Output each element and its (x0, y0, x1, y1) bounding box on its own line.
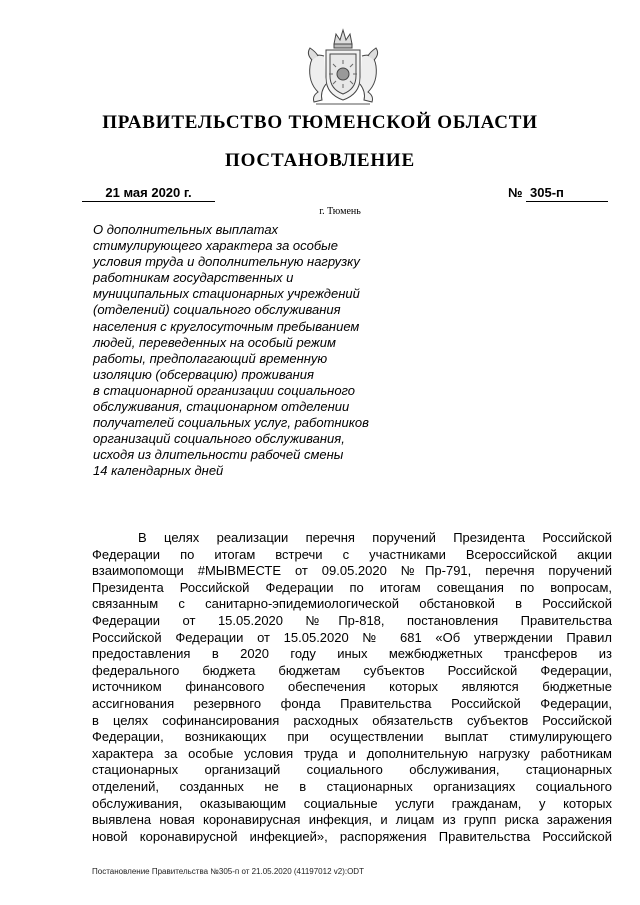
body-line: В целях реализации перечня поручений Президента Российской (138, 530, 612, 545)
subject-line: (отделений) социального обслуживания (93, 302, 341, 318)
subject-line: стимулирующего характера за особые (93, 238, 338, 254)
coat-of-arms-icon (298, 26, 388, 110)
subject-line: работы, предполагающий временную (93, 350, 328, 366)
body-line: Федерации, возникающих при осуществлении выплат стимулирующего (92, 729, 612, 745)
body-line: ассигнования резервного фонда Правительства Российской Федерации, (92, 695, 612, 711)
number-sign: № (508, 185, 523, 200)
body-line: Федерации по итогам встречи с участниками Всероссийской акции (92, 546, 612, 562)
body-line: обслуживания, оказывающим социальные услуги гражданам, у которых (92, 795, 612, 811)
document-date: 21 мая 2020 г. (82, 185, 215, 202)
subject-line: О дополнительных выплатах (93, 222, 279, 237)
body-line: источником финансового обеспечения которых являются бюджетные (92, 679, 612, 695)
body-line: характера за особые условия труда и дополнительную нагрузку работникам (92, 745, 612, 761)
body-line: отделений, созданных не в стационарных организациях социального (92, 778, 612, 794)
subject-line: населения с круглосуточным пребыванием (93, 318, 360, 334)
city-label: г. Тюмень (319, 206, 361, 217)
subject-line: получателей социальных услуг, работников (93, 415, 369, 431)
organization-title: ПРАВИТЕЛЬСТВО ТЮМЕНСКОЙ ОБЛАСТИ (102, 112, 538, 133)
subject-line: исходя из длительности рабочей смены (93, 447, 344, 463)
body-line: федерального бюджета бюджетам субъектов Российской Федерации, (92, 662, 612, 678)
subject-block (93, 222, 423, 480)
body-line: выявлена новая коронавирусная инфекция, и лицам из групп риска заражения (92, 812, 612, 828)
body-line: новой коронавирусной инфекцией», распоряжения Правительства Российской (92, 828, 612, 844)
subject-line: людей, переведенных на особый режим (93, 334, 336, 350)
body-text (92, 530, 612, 845)
subject-line: муниципальных стационарных учреждений (93, 286, 360, 302)
number-value: 305-п (526, 185, 608, 202)
body-line: Президента Российской Федерации по итогам совещания по вопросам, (92, 579, 612, 595)
document-type: ПОСТАНОВЛЕНИЕ (225, 150, 415, 171)
document-footer: Постановление Правительства №305-п от 21.05.2020 (41197012 v2):ODT (92, 867, 364, 876)
subject-line: организаций социального обслуживания, (93, 431, 345, 447)
body-line: в целях софинансирования расходных обязательств субъектов Российской (92, 712, 612, 728)
subject-line: обслуживания, стационарном отделении (93, 399, 350, 415)
body-line: Российской Федерации от 15.05.2020 № 681 «Об утверждении Правил (92, 629, 612, 645)
subject-line: в стационарной организации социального (93, 382, 356, 398)
subject-line: работникам государственных и (93, 270, 294, 286)
subject-line: изоляцию (обсервацию) проживания (93, 366, 314, 382)
body-line: связанным с санитарно-эпидемиологической обстановкой в Российской (92, 596, 612, 612)
document-number (508, 185, 608, 202)
body-line: взаимопомощи #МЫВМЕСТЕ от 09.05.2020 №Пр-791, перечня поручений (92, 563, 612, 579)
subject-line: 14 календарных дней (93, 463, 224, 479)
body-line: стационарных организаций социального обслуживания, стационарных (92, 762, 612, 778)
body-line: предоставления в 2020 году иных межбюджетных трансферов из (92, 646, 612, 662)
subject-line: условия труда и дополнительную нагрузку (93, 254, 360, 270)
body-line: Федерации от 15.05.2020 №Пр-818, постановления Правительства (92, 612, 612, 628)
